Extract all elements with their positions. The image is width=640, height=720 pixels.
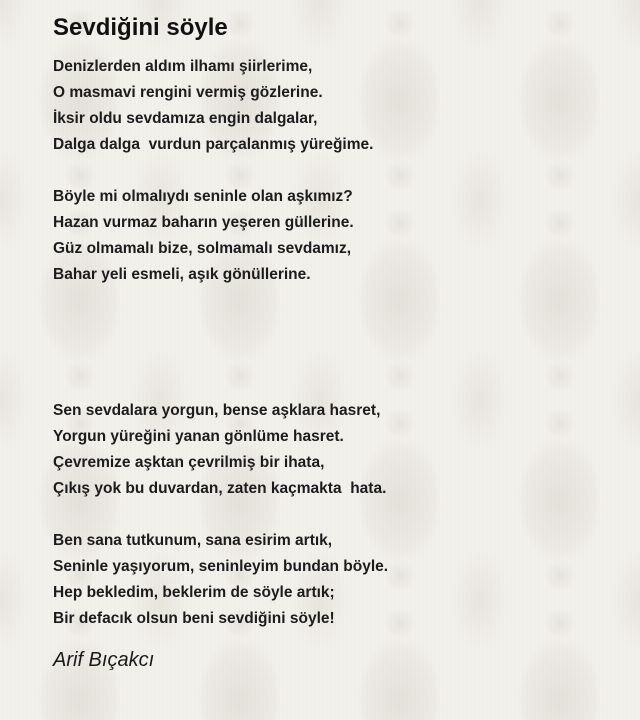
poem-line: Denizlerden aldım ilhamı şiirlerime, [53, 58, 313, 75]
poem-container [53, 12, 613, 674]
poem-line: İksir oldu sevdamıza engin dalgalar, [53, 110, 318, 127]
poem-line: Bir defacık olsun beni sevdiğini söyle! [53, 610, 335, 627]
poem-title: Sevdiğini söyle [53, 14, 228, 41]
poem-line: Hazan vurmaz baharın yeşeren güllerine. [53, 214, 354, 231]
poem-line: Bahar yeli esmeli, aşık gönüllerine. [53, 266, 311, 283]
poem-line: Yorgun yüreğini yanan gönlüme hasret. [53, 428, 344, 445]
poem-line: O masmavi rengini vermiş gözlerine. [53, 84, 323, 101]
poem-line: Dalga dalga vurdun parçalanmış yüreğime. [53, 136, 374, 153]
stanza-2 [53, 184, 613, 288]
poem-line: Çıkış yok bu duvardan, zaten kaçmakta hata. [53, 480, 387, 497]
poem-line: Güz olmamalı bize, solmamalı sevdamız, [53, 240, 352, 257]
poem-line: Seninle yaşıyorum, seninleyim bundan böyle. [53, 558, 389, 575]
stanza-4 [53, 528, 613, 632]
poem-author: Arif Bıçakcı [53, 649, 155, 671]
stanza-1 [53, 54, 613, 158]
poem-line: Çevremize aşktan çevrilmiş bir ihata, [53, 454, 325, 471]
poem-line: Ben sana tutkunum, sana esirim artık, [53, 532, 333, 549]
poem-line: Sen sevdalara yorgun, bense aşklara hasret, [53, 402, 381, 419]
poem-line: Böyle mi olmalıydı seninle olan aşkımız? [53, 188, 353, 205]
poem-line: Hep bekledim, beklerim de söyle artık; [53, 584, 335, 601]
stanza-3 [53, 398, 613, 502]
